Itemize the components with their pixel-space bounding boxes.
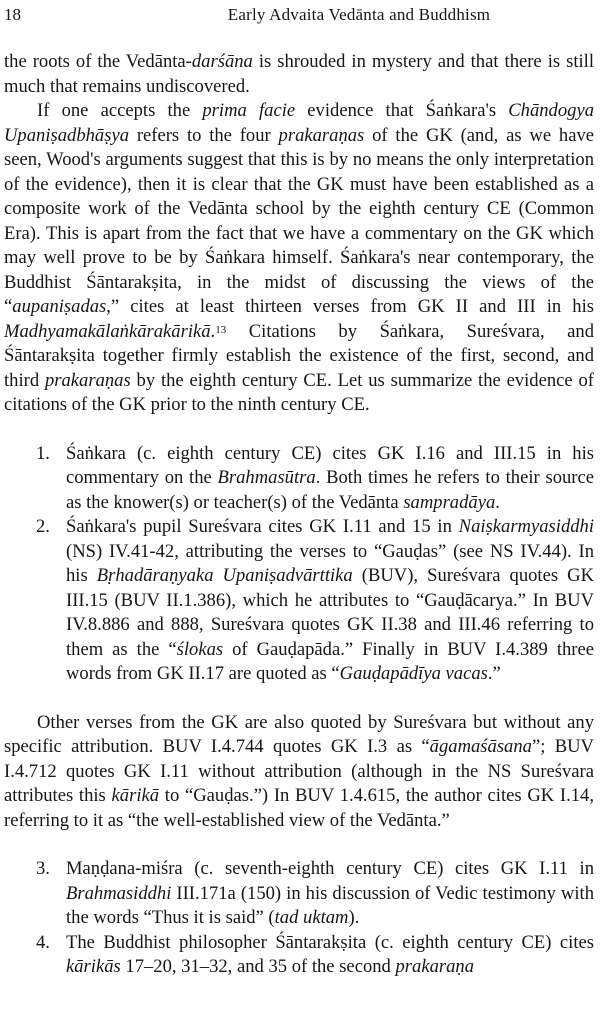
list-item-text: Maṇḍana-miśra (c. seventh-eighth century CE) cites GK I.11 in Brahmasiddhi III.171a (150) in his discussion of Vedic testimony with the words “Thus it is said” (tad uktam). [66, 858, 594, 928]
list-item [36, 857, 594, 931]
citation-list-two [4, 857, 594, 980]
page-number: 18 [4, 5, 21, 24]
paragraph-continued: the roots of the Vedānta-darśāna is shrouded in mystery and that there is still much that remains undiscovered. [4, 51, 594, 97]
spacer [4, 833, 594, 857]
list-item-number: 1. [36, 442, 50, 464]
list-item [36, 931, 594, 980]
list-item-number: 2. [36, 516, 50, 537]
list-item-text: Śaṅkara (c. eighth century CE) cites GK I.16 and III.15 in his commentary on the Brahmasūtra. Both times he refers to their source as the knower(s) or teacher(s) of the Vedānta sampradāya. [66, 442, 594, 513]
running-title: Early Advaita Vedānta and Buddhism [227, 5, 491, 24]
paragraph-other-verses: Other verses from the GK are also quoted by Sureśvara but without any specific attribution. BUV I.4.744 quotes GK I.3 as “āgamaśāsana”; BUV I.4.712 quotes GK I.11 without attribution (although in the NS Sureśvara attributes this kārikā to “Gauḍas.”) In BUV 1.4.615, the author cites GK I.14, referring to it as “the well-established view of the Vedānta.” [4, 711, 595, 831]
list-item [36, 515, 594, 687]
paragraph-prima-facie: If one accepts the prima facie evidence that Śaṅkara's Chāndogya Upaniṣadbhāṣya refers to the four prakaraṇas of the GK (and, as we have seen, Wood's arguments suggest that this is by no means the only interpretation of the evidence), then it is clear that the GK must have been established as a composite work of the Vedānta school by the eighth century CE (Common Era). This is apart from the fact that we have a commentary on the GK which may well prove to be by Śaṅkara himself. Śaṅkara's near contemporary, the Buddhist Śāntarakṣita, in the midst of discussing the views of the “aupaniṣadas,” cites at least thirteen verses from GK II and III in his Madhyamakālaṅkārakārikā.$^{13}$ Citations by Śaṅkara, Sureśvara, and Śāntarakṣita together firmly establish the existence of the first, second, and third prakaraṇas by the eighth century CE. Let us summarize the evidence of citations of the GK prior to the ninth century CE. [4, 100, 594, 415]
citation-list-one [4, 442, 594, 687]
list-item-number: 3. [36, 858, 50, 879]
list-item-text: Śaṅkara's pupil Sureśvara cites GK I.11 and 15 in Naiṣkarmyasiddhi (NS) IV.41-42, attributing the verses to “Gauḍas” (see NS IV.44). In his Bṛhadāraṇyaka Upaniṣadvārttika (BUV), Sureśvara quotes GK III.15 (BUV II.1.386), which he attributes to “Gauḍācarya.” In BUV IV.8.886 and 888, Sureśvara quotes GK II.38 and III.46 referring to them as the “ślokas of Gauḍapāda.” Finally in BUV I.4.389 three words from GK II.17 are quoted as “Gauḍapādīya vacas.” [66, 516, 594, 684]
list-item-number: 4. [36, 931, 50, 953]
spacer [4, 418, 594, 442]
spacer [4, 687, 594, 711]
page-body [4, 50, 594, 980]
list-item-text: The Buddhist philosopher Śāntarakṣita (c. eighth century CE) cites kārikās 17–20, 31–32, and 35 of the second prakaraṇa [66, 931, 594, 977]
page-header [4, 2, 594, 28]
list-item [36, 442, 594, 516]
